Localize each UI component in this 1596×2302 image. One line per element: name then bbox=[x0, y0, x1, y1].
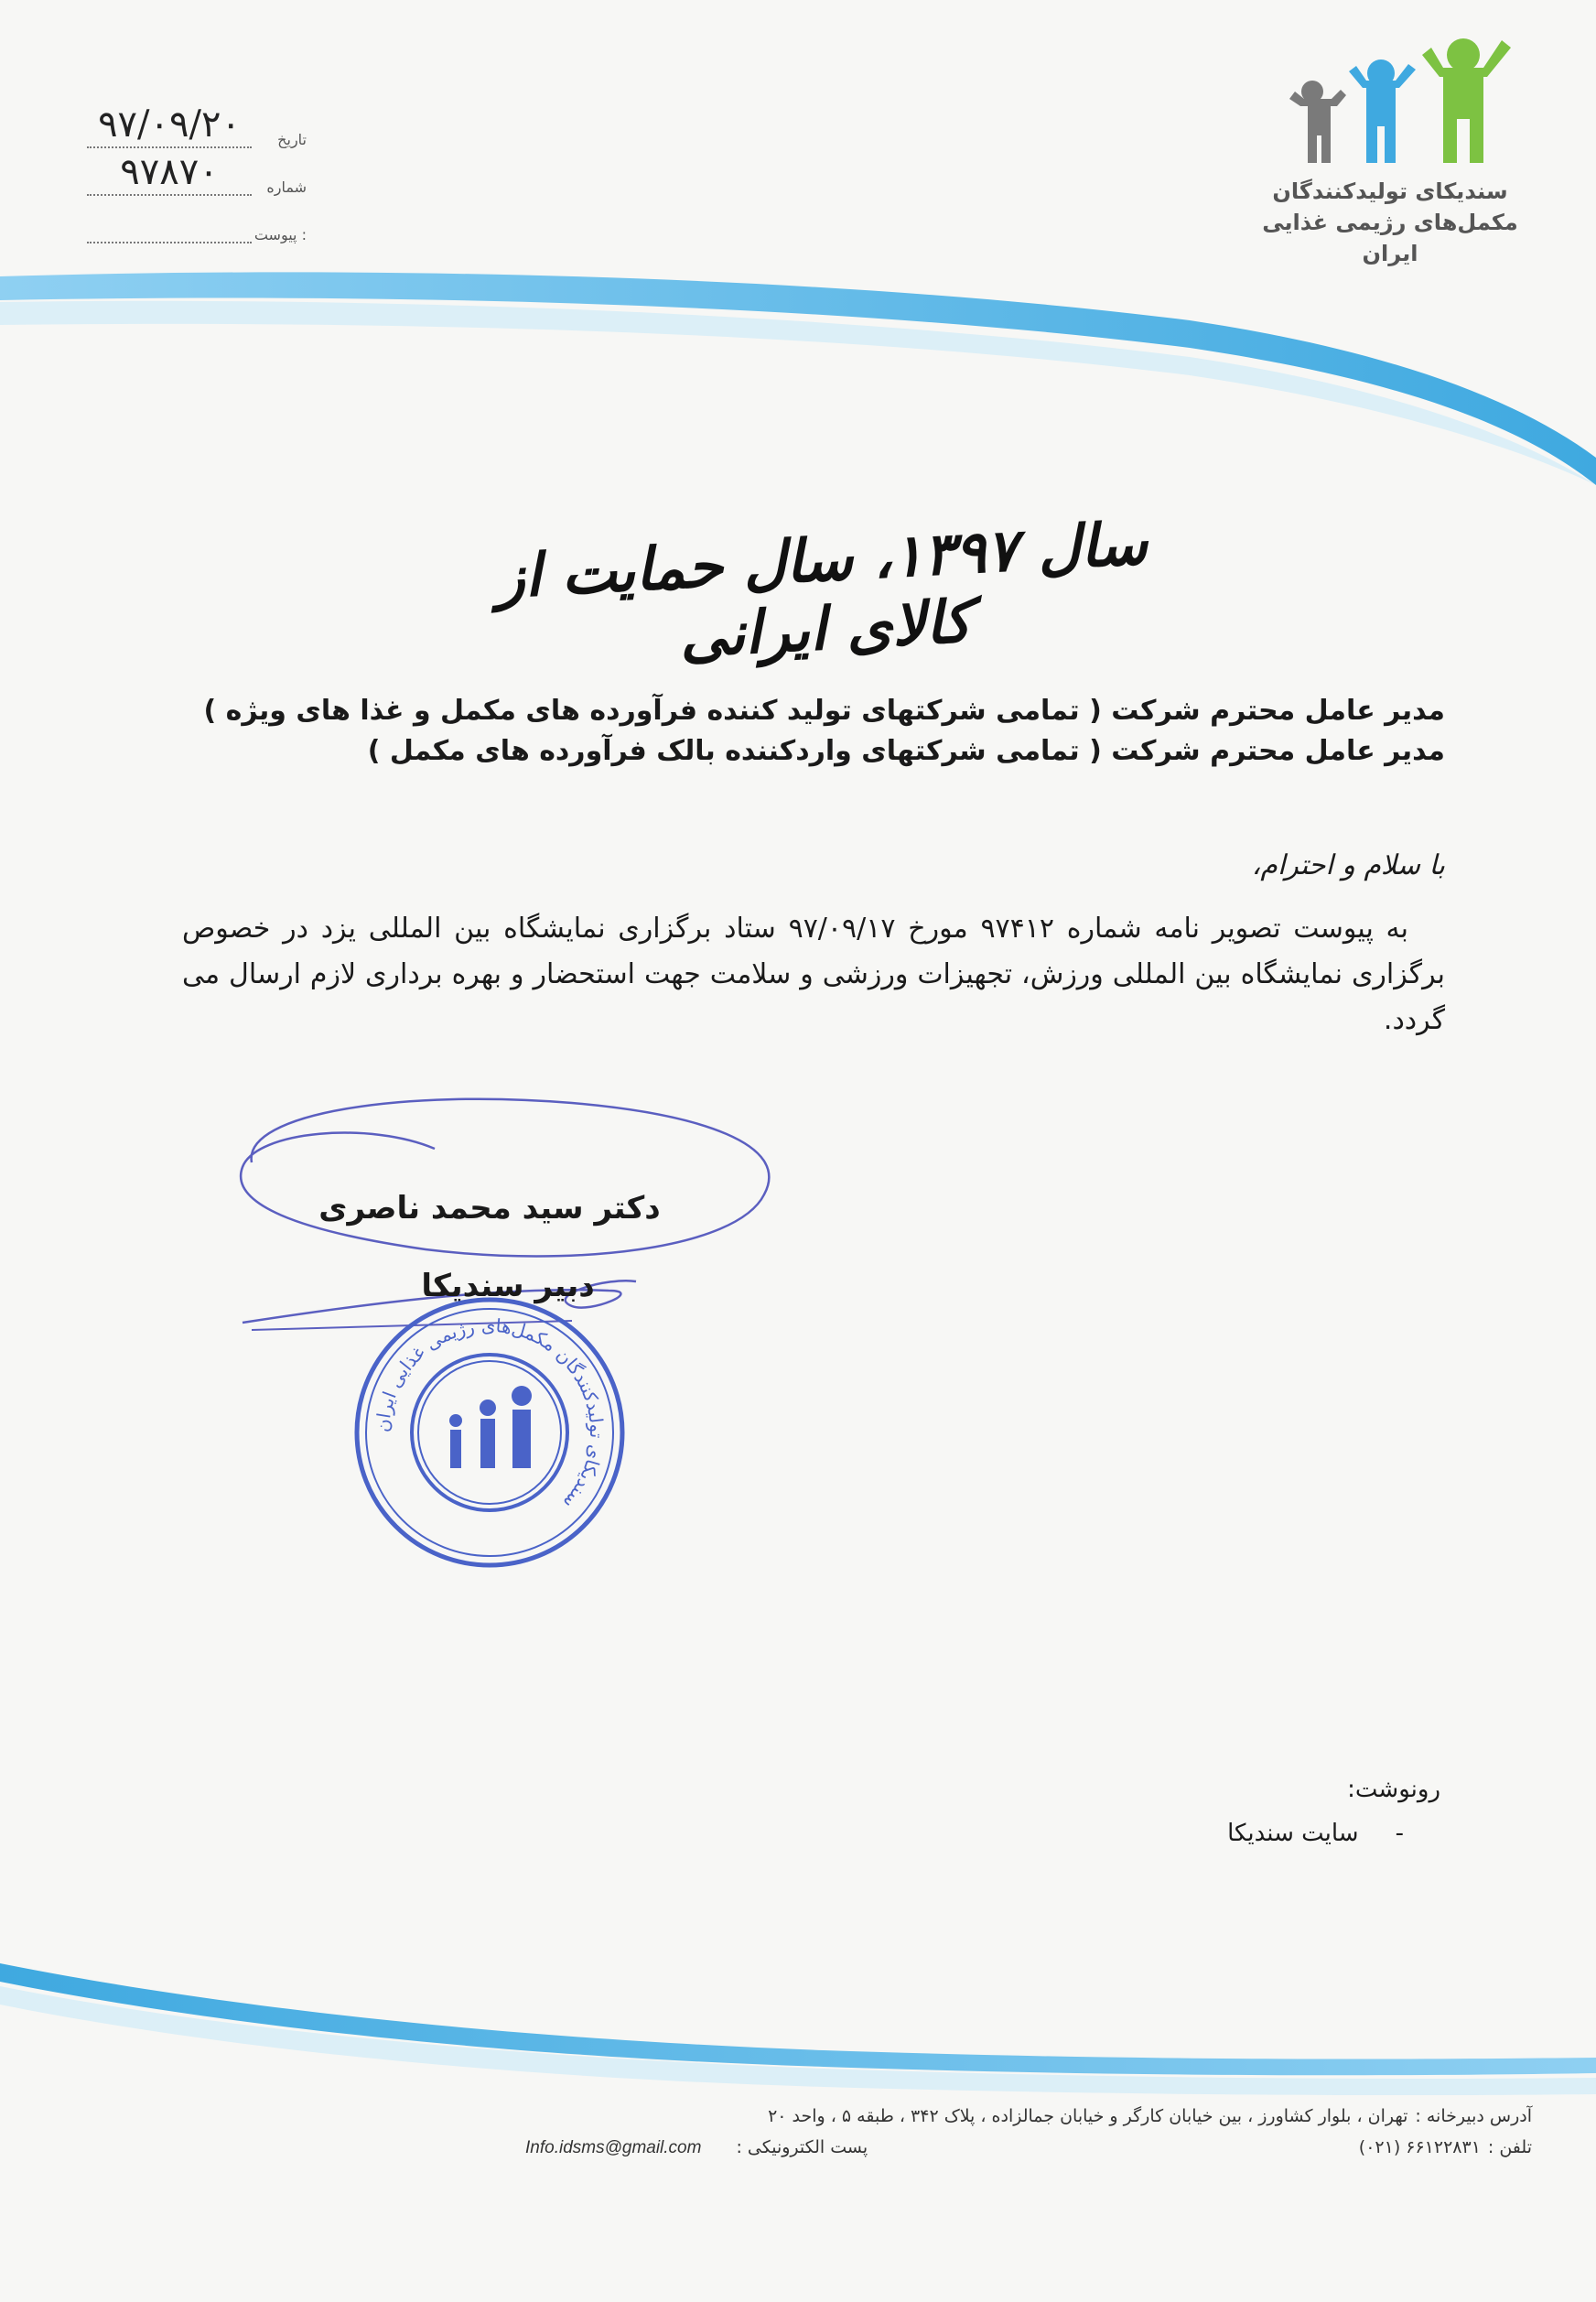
logo-figures-icon bbox=[1271, 35, 1518, 172]
letter-body bbox=[182, 906, 1445, 1043]
address-row bbox=[525, 2101, 1532, 2132]
date-label: تاریخ bbox=[277, 131, 307, 148]
recipient-line: مدیر عامل محترم شرکت ( تمامی شرکتهای تولید کننده فرآورده های مکمل و غذا های ویژه ) bbox=[203, 695, 1445, 727]
cc-block bbox=[1227, 1776, 1440, 1847]
body-text: به پیوست تصویر نامه شماره ۹۷۴۱۲ مورخ ۹۷/۰۹/۱۷ ستاد برگزاری نمایشگاه بین المللی یزد در خصوص برگزاری نمایشگاه بین المللی ورزش، تجهیزات ورزشی و سلامت جهت استحضار و بهره برداری لازم ارسال می گردد. bbox=[182, 913, 1445, 1036]
logo-line: سندیکای تولیدکنندگان bbox=[1272, 178, 1508, 204]
phone-label: تلفن : bbox=[1487, 2137, 1532, 2157]
logo-text bbox=[1262, 176, 1518, 269]
recipients bbox=[182, 691, 1445, 772]
email-label: پست الکترونیکی : bbox=[736, 2137, 868, 2157]
attachment-row bbox=[87, 196, 307, 243]
logo-line: مکمل‌های رژیمی غذایی bbox=[1262, 210, 1518, 235]
email-value: Info.idsms@gmail.com bbox=[525, 2138, 702, 2157]
number-value: ۹۷۸۷۰ bbox=[87, 152, 252, 196]
logo-line: ایران bbox=[1362, 241, 1418, 266]
address-label: آدرس دبیرخانه : bbox=[1415, 2106, 1532, 2126]
syndicate-logo bbox=[1262, 35, 1518, 269]
number-label: شماره bbox=[266, 178, 307, 196]
phone-value: ۶۶۱۲۲۸۳۱ (۰۲۱) bbox=[1358, 2137, 1481, 2157]
cc-title: رونوشت: bbox=[1347, 1776, 1440, 1803]
date-row bbox=[87, 101, 307, 148]
attachment-label: پیوست : bbox=[253, 226, 307, 243]
address-value: تهران ، بلوار کشاورز ، بین خیابان کارگر و خیابان جمالزاده ، پلاک ۳۴۲ ، طبقه ۵ ، واحد ۲۰ bbox=[768, 2106, 1408, 2126]
stamp-logo-icon bbox=[449, 1386, 532, 1468]
stamp-ring-text: سندیکای تولیدکنندگان مکمل‌های رژیمی غذایی ایران bbox=[371, 1313, 609, 1514]
greeting: با سلام و احترام، bbox=[1251, 849, 1445, 881]
signatory-name: دکتر سید محمد ناصری bbox=[318, 1190, 661, 1227]
recipient-line: مدیر عامل محترم شرکت ( تمامی شرکتهای واردکننده بالک فرآورده های مکمل ) bbox=[367, 735, 1445, 767]
slogan: سال ۱۳۹۷، سال حمایت از کالای ایرانی bbox=[494, 509, 1149, 672]
phone-group bbox=[1359, 2132, 1532, 2164]
letter-meta bbox=[87, 101, 307, 243]
footer-contact bbox=[525, 2101, 1532, 2164]
contact-row bbox=[525, 2132, 1532, 2164]
footer-band bbox=[0, 1950, 1596, 2096]
official-stamp bbox=[348, 1291, 631, 1574]
email-group bbox=[525, 2132, 868, 2164]
cc-item: -سایت سندیکا bbox=[1227, 1820, 1404, 1847]
attachment-value bbox=[87, 222, 252, 243]
number-row bbox=[87, 148, 307, 196]
signatory-title: دبیر سندیکا bbox=[421, 1268, 595, 1304]
header-band bbox=[0, 256, 1596, 485]
date-value: ۹۷/۰۹/۲۰ bbox=[87, 104, 252, 148]
